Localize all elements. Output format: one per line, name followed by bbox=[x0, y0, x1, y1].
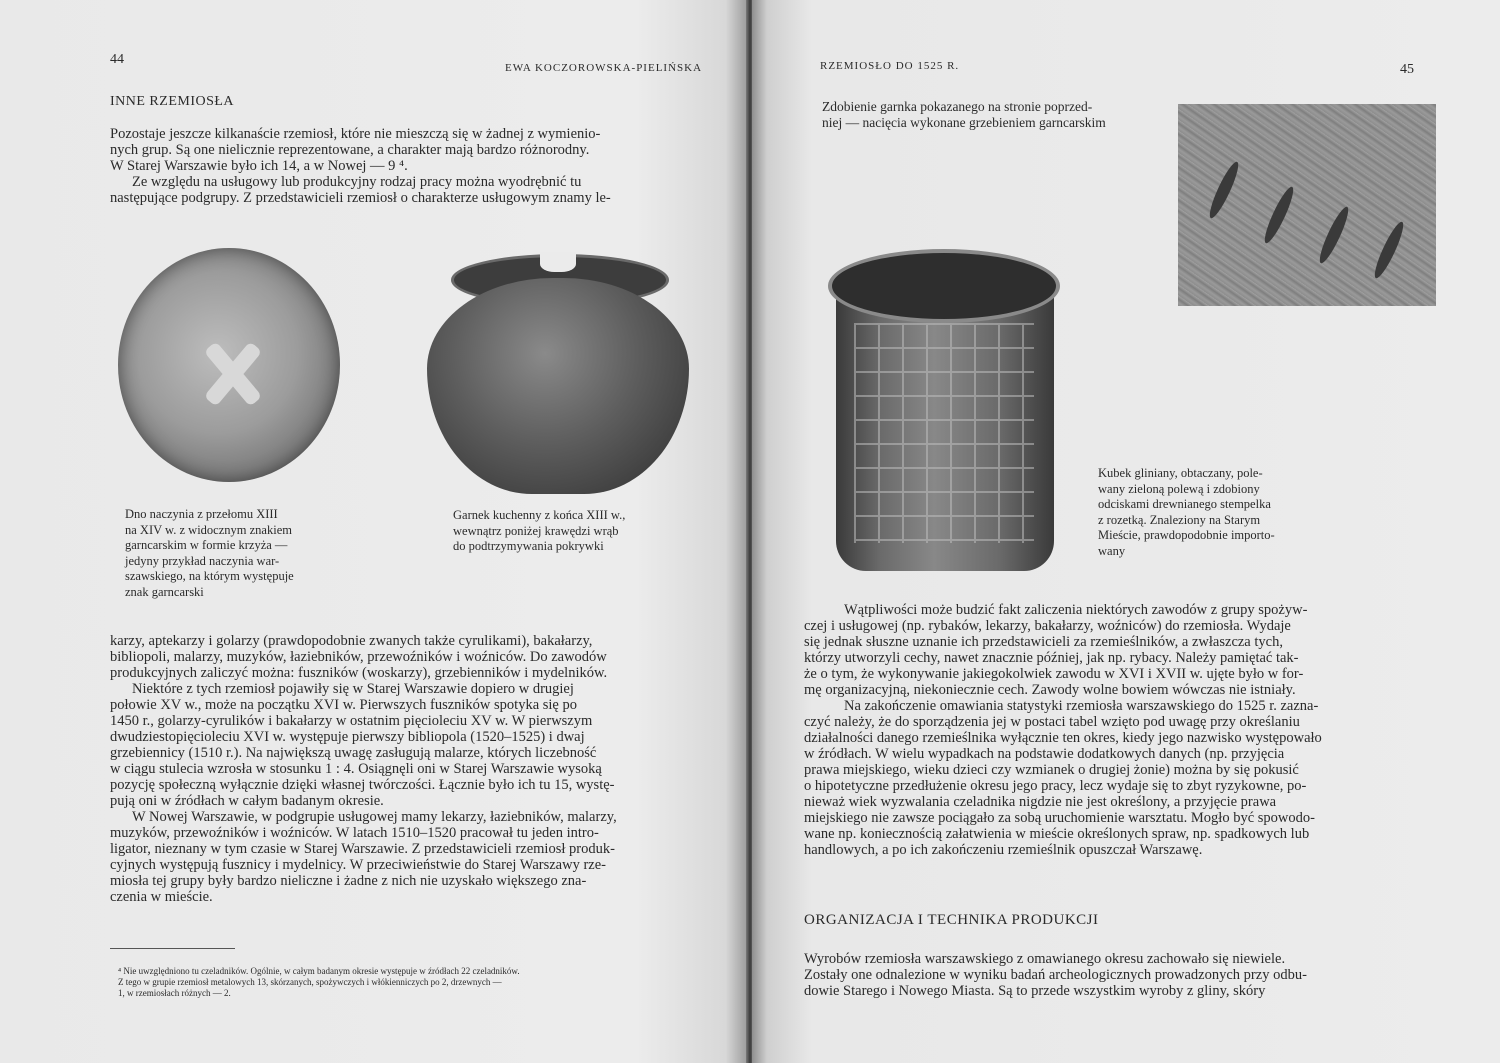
text-line: następujące podgrupy. Z przedstawicieli rzemiosł o charakterze usługowym znamy le- bbox=[110, 190, 611, 206]
text-line: czyć należy, że do sporządzenia jej w postaci tabel wzięto pod uwagę przy określaniu bbox=[804, 714, 1300, 730]
text-line: handlowych, a po ich zakończeniu rzemieślnik opuszczał Warszawę. bbox=[804, 842, 1203, 858]
caption-line: garncarskim w formie krzyża — bbox=[125, 538, 288, 552]
incision-mark bbox=[1315, 204, 1352, 265]
caption-line: na XIV w. z widocznym znakiem bbox=[125, 522, 292, 537]
text-line: Niektóre z tych rzemiosł pojawiły się w Starej Warszawie dopiero w drugiej bbox=[132, 681, 574, 697]
text-line: produkcyjnych zaliczyć można: fuszników (woskarzy), grzebienników i mydelników. bbox=[110, 665, 608, 681]
text-line: pozycję społeczną wyłącznie dzięki własnej twórczości. Łącznie było ich tu 15, wystę- bbox=[110, 777, 615, 793]
running-head: EWA KOCZOROWSKA-PIELIŃSKA bbox=[505, 62, 703, 74]
footnote-line: ⁴ Nie uwzględniono tu czeladników. Ogólnie, w całym badanym okresie występuje w źródłach 22 czeladników. bbox=[118, 966, 520, 976]
text-line: Wyrobów rzemiosła warszawskiego z omawianego okresu zachowało się niewiele. bbox=[804, 951, 1286, 967]
text-line: Zostały one odnalezione w wyniku badań archeologicznych prowadzonych przy odbu- bbox=[804, 967, 1307, 983]
body-text bbox=[804, 602, 1401, 858]
text-line: mę organizacyjną, niekoniecznie cech. Zawody wolne bowiem wówczas nie istniały. bbox=[804, 682, 1296, 698]
footnote-rule bbox=[110, 948, 235, 949]
cooking-pot-photo bbox=[425, 250, 690, 495]
text-line: że o tym, że wykonywanie jakiegokolwiek zawodu w XVI i XVII w. ujęte było w for- bbox=[804, 666, 1304, 682]
text-line: grzebiennicy (1510 r.). Na największą uwagę zasługują malarze, których liczebność bbox=[110, 745, 597, 761]
caption-vessel-base bbox=[125, 507, 335, 600]
caption-line: jedyny przykład naczynia war- bbox=[125, 553, 280, 568]
text-line: prawa miejskiego, wieku dzieci czy wzmianek o drugiej żonie) można by się pokusić bbox=[804, 762, 1299, 778]
caption-line: wany bbox=[1098, 543, 1126, 558]
text-line: Pozostaje jeszcze kilkanaście rzemiosł, które nie mieszczą się w żadnej z wymienio- bbox=[110, 126, 601, 142]
text-line: czenia w mieście. bbox=[110, 889, 213, 905]
caption-line: Garnek kuchenny z końca XIII w., bbox=[453, 508, 626, 522]
right-page bbox=[752, 0, 1500, 1063]
text-line: bibliopoli, malarzy, muzyków, łaziebników, przewoźników i woźniców. Do zawodów bbox=[110, 649, 607, 665]
potter-mark-cross bbox=[203, 343, 263, 403]
text-line: karzy, aptekarzy i golarzy (prawdopodobnie zwanych także cyrulikami), bakałarzy, bbox=[110, 633, 593, 649]
text-line: W Starej Warszawie było ich 14, a w Nowej — 9 ⁴. bbox=[110, 158, 408, 174]
cup-rim bbox=[828, 249, 1060, 323]
text-line: muzyków, przewoźników i woźniców. W latach 1510–1520 pracował tu jeden intro- bbox=[110, 825, 599, 841]
text-line: cyjnych występują fusznicy i mydelnicy. W przeciwieństwie do Starej Warszawy rze- bbox=[110, 857, 606, 873]
text-line: Na zakończenie omawiania statystyki rzemiosła warszawskiego do 1525 r. zazna- bbox=[844, 698, 1319, 714]
intro-paragraph bbox=[110, 126, 700, 206]
incision-mark bbox=[1370, 219, 1407, 280]
footnote bbox=[118, 966, 698, 999]
footnote-line: Z tego w grupie rzemiosł metalowych 13, skórzanych, spożywczych i włókienniczych po 2, drzewnych — bbox=[118, 977, 502, 987]
caption-line: do podtrzymywania pokrywki bbox=[453, 539, 604, 553]
page-number: 44 bbox=[110, 52, 124, 67]
footnote-line: 1, w rzemiosłach różnych — 2. bbox=[118, 988, 231, 998]
left-page bbox=[0, 0, 748, 1063]
text-line: w źródłach. W wielu wypadkach na podstawie dodatkowych danych (np. przyjęcia bbox=[804, 746, 1285, 762]
text-line: 1450 r., golarzy-cyrulików i bakałarzy w ostatnim pięcioleciu XV w. W pierwszym bbox=[110, 713, 593, 729]
section-title: INNE RZEMIOSŁA bbox=[110, 94, 235, 109]
caption-line: znak garncarski bbox=[125, 584, 204, 599]
text-line: nieważ wiek wyzwalania czeladnika nigdzie nie jest określony, a przyjęcie prawa bbox=[804, 794, 1277, 810]
section-text bbox=[804, 951, 1401, 999]
comb-incisions-photo bbox=[1178, 104, 1436, 306]
text-line: którzy utworzyli cechy, nawet znacznie później, jak np. rybacy. Należy pamiętać tak- bbox=[804, 650, 1299, 666]
caption-line: z rozetką. Znaleziony na Starym bbox=[1098, 512, 1261, 527]
caption-line: wewnątrz poniżej krawędzi wrąb bbox=[453, 523, 619, 538]
text-line: ligator, nieznany w tym czasie w Starej Warszawie. Z przedstawicieli rzemiosł produk- bbox=[110, 841, 615, 857]
caption-line: wany zieloną polewą i zdobiony bbox=[1098, 481, 1260, 496]
text-line: Ze względu na usługowy lub produkcyjny rodzaj pracy można wyodrębnić tu bbox=[132, 174, 582, 190]
caption-line: Mieście, prawdopodobnie importo- bbox=[1098, 528, 1275, 542]
caption-line: Zdobienie garnka pokazanego na stronie poprzed- bbox=[822, 99, 1093, 114]
section-title: ORGANIZACJA I TECHNIKA PRODUKCJI bbox=[804, 912, 1099, 928]
pot-body bbox=[427, 278, 689, 494]
incision-mark bbox=[1205, 159, 1242, 220]
vessel-base-photo bbox=[118, 248, 340, 482]
caption-line: Dno naczynia z przełomu XIII bbox=[125, 507, 278, 521]
caption-cooking-pot bbox=[453, 508, 688, 555]
page-number: 45 bbox=[1400, 62, 1414, 77]
text-line: czej i usługowej (np. rybaków, lekarzy, bakałarzy, woźniców) do rzemiosła. Wydaje bbox=[804, 618, 1291, 634]
text-line: o hipotetyczne przedłużenie okresu jego pracy, lecz wydaje się to zbyt ryzykowne, po- bbox=[804, 778, 1307, 794]
caption-line: Kubek gliniany, obtaczany, pole- bbox=[1098, 466, 1263, 480]
text-line: W Nowej Warszawie, w podgrupie usługowej mamy lekarzy, łaziebników, malarzy, bbox=[132, 809, 617, 825]
caption-line: odciskami drewnianego stempelka bbox=[1098, 497, 1271, 511]
text-line: miosła tej grupy były bardzo nieliczne i żadne z nich nie uzyskało większego zna- bbox=[110, 873, 587, 889]
running-head: RZEMIOSŁO DO 1525 R. bbox=[820, 60, 960, 72]
text-line: nych grup. Są one nielicznie reprezentowane, a charakter mają bardzo różnorodny. bbox=[110, 142, 590, 158]
text-line: działalności danego rzemieślnika wyłącznie ten okres, kiedy jego nazwisko występowało bbox=[804, 730, 1322, 746]
text-line: wane np. koniecznością załatwienia w mieście określonych spraw, np. spadkowych lub bbox=[804, 826, 1310, 842]
caption-glazed-cup bbox=[1098, 466, 1313, 559]
glazed-cup-photo bbox=[828, 243, 1060, 573]
text-line: się jednak słuszne uznanie ich przedstawicieli za rzemieślników, a zwłaszcza tych, bbox=[804, 634, 1283, 650]
text-line: dwudziestopięcioleciu XVI w. występuje pierwszy bibliopola (1520–1525) i dwaj bbox=[110, 729, 585, 745]
text-line: połowie XV w., może na początku XVI w. Pierwszych fuszników spotyka się po bbox=[110, 697, 577, 713]
rim-chip bbox=[540, 252, 576, 272]
stamped-rosette-pattern bbox=[854, 323, 1034, 543]
caption-line: szawskiego, na którym występuje bbox=[125, 569, 294, 583]
text-line: dowie Starego i Nowego Miasta. Są to przede wszystkim wyroby z gliny, skóry bbox=[804, 983, 1266, 999]
incision-mark bbox=[1260, 184, 1297, 245]
caption-comb-decoration bbox=[822, 99, 1172, 130]
text-line: w ciągu stulecia wzrosła w stosunku 1 : 4. Osiągnęli oni w Starej Warszawie wysoką bbox=[110, 761, 602, 777]
caption-line: niej — nacięcia wykonane grzebieniem garncarskim bbox=[822, 114, 1106, 130]
text-line: Wątpliwości może budzić fakt zaliczenia niektórych zawodów z grupy spożyw- bbox=[844, 602, 1308, 618]
text-line: miejskiego nie zawsze pociągało za sobą uruchomienie warsztatu. Mogło być spowodo- bbox=[804, 810, 1315, 826]
body-text bbox=[110, 633, 700, 905]
text-line: pują oni w źródłach w całym badanym okresie. bbox=[110, 793, 384, 809]
